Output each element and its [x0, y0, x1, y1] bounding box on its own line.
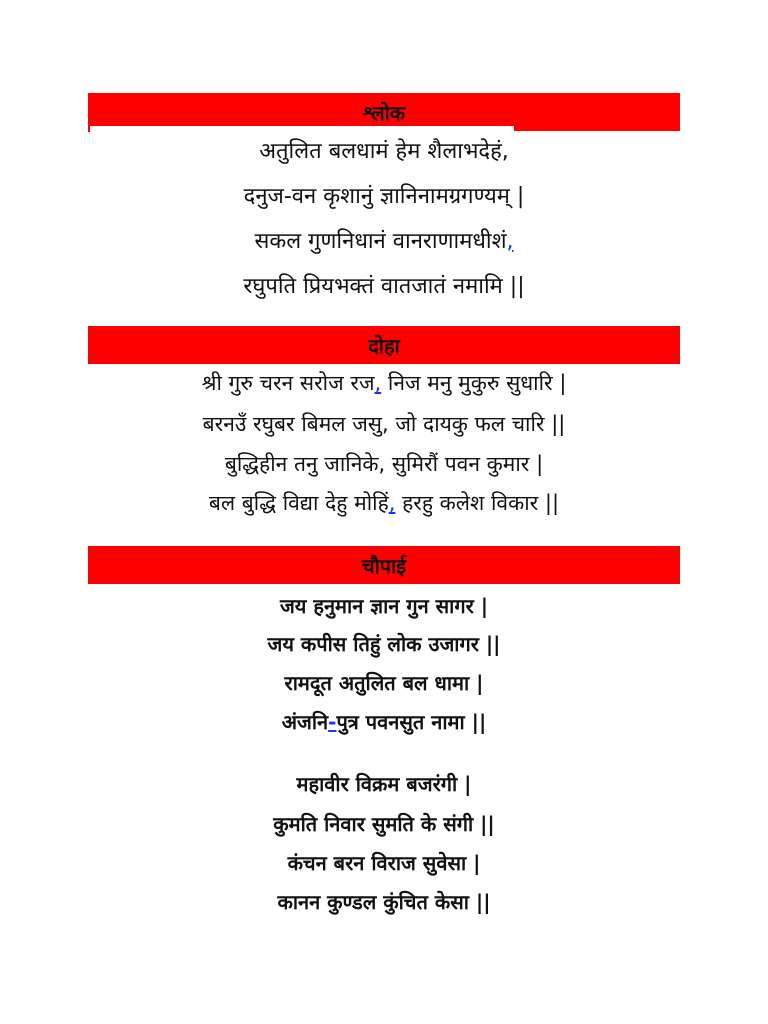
verse-line: बरनउँ रघुबर बिमल जसु, जो दायकु फल चारि || — [202, 412, 566, 436]
section-header-doha — [88, 326, 680, 364]
comment-mark: , — [506, 229, 514, 254]
verse-line: रघुपति प्रियभक्तं वातजातं नमामि || — [243, 274, 525, 299]
header-notch — [88, 126, 514, 132]
verse-line: रामदूत अतुलित बल धामा | — [284, 671, 484, 695]
comment-mark: , — [374, 371, 382, 395]
header-notch-edge — [88, 126, 90, 132]
verse-line: श्री गुरु चरन सरोज रज, निज मनु मुकुरु सुधारि | — [201, 371, 567, 395]
verse-line: कानन कुण्डल कुंचित केसा || — [277, 890, 491, 914]
section-title: श्लोक — [362, 100, 406, 125]
section-title: दोहा — [368, 333, 400, 358]
verse-line: महावीर विक्रम बजरंगी | — [296, 772, 472, 796]
verse-line: बल बुद्धि विद्या देहु मोहिं, हरहु कलेश विकार || — [208, 491, 560, 515]
verse-line: कुमति निवार सुमति के संगी || — [273, 812, 495, 836]
section-title: चौपाई — [361, 553, 407, 578]
section-header-chaupai — [88, 546, 680, 584]
verse-line: बुद्धिहीन तनु जानिके, सुमिरौं पवन कुमार | — [224, 452, 544, 476]
verse-line: सकल गुणनिधानं वानराणामधीशं, — [254, 229, 514, 254]
verse-line: कंचन बरन विराज सुवेसा | — [287, 851, 481, 875]
comment-mark: - — [328, 710, 337, 734]
verse-line: जय कपीस तिहुं लोक उजागर || — [267, 632, 501, 656]
verse-line: दनुज-वन कृशानुं ज्ञानिनामग्रगण्यम् | — [243, 184, 525, 209]
comment-mark: , — [388, 491, 396, 515]
verse-line: अतुलित बलधामं हेम शैलाभदेहं, — [259, 139, 509, 164]
verse-line: जय हनुमान ज्ञान गुन सागर | — [279, 594, 489, 618]
verse-line: अंजनि-पुत्र पवनसुत नामा || — [281, 710, 487, 734]
